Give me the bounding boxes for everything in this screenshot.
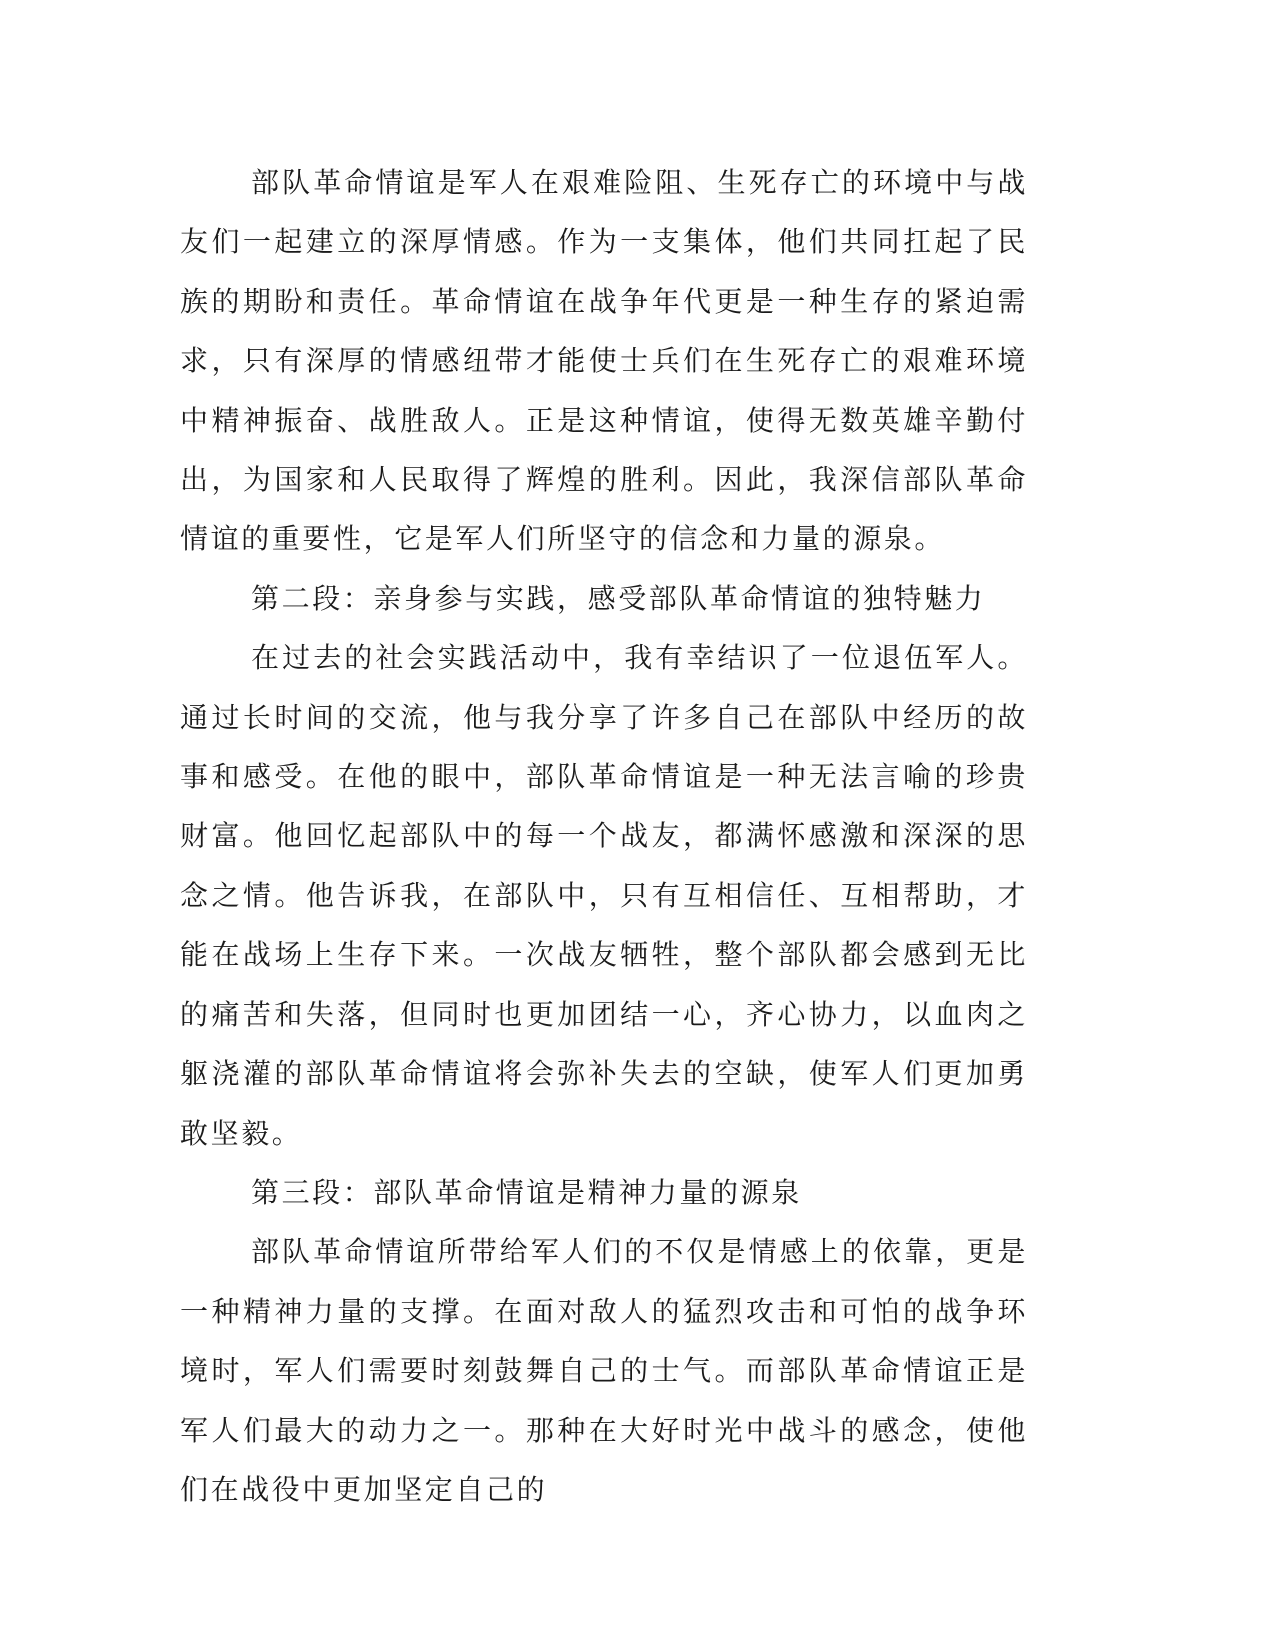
body-paragraph: 部队革命情谊所带给军人们的不仅是情感上的依靠，更是一种精神力量的支撑。在面对敌人的猛烈攻击和可怕的战争环境时，军人们需要时刻鼓舞自己的士气。而部队革命情谊正是军人们最大的动力之一。那种在大好时光中战斗的感念，使他们在战役中更加坚定自己的 — [180, 1235, 1028, 1506]
body-paragraph: 在过去的社会实践活动中，我有幸结识了一位退伍军人。通过长时间的交流，他与我分享了许多自己在部队中经历的故事和感受。在他的眼中，部队革命情谊是一种无法言喻的珍贵财富。他回忆起部队中的每一个战友，都满怀感激和深深的思念之情。他告诉我，在部队中，只有互相信任、互相帮助，才能在战场上生存下来。一次战友牺牲，整个部队都会感到无比的痛苦和失落，但同时也更加团结一心，齐心协力，以血肉之躯浇灌的部队革命情谊将会弥补失去的空缺，使军人们更加勇敢坚毅。 — [180, 641, 1028, 1150]
document-page — [180, 153, 1028, 1519]
section-heading: 第三段：部队革命情谊是精神力量的源泉 — [251, 1175, 802, 1209]
body-paragraph: 部队革命情谊是军人在艰难险阻、生死存亡的环境中与战友们一起建立的深厚情感。作为一支集体，他们共同扛起了民族的期盼和责任。革命情谊在战争年代更是一种生存的紧迫需求，只有深厚的情感纽带才能使士兵们在生死存亡的艰难环境中精神振奋、战胜敌人。正是这种情谊，使得无数英雄辛勤付出，为国家和人民取得了辉煌的胜利。因此，我深信部队革命情谊的重要性，它是军人们所坚守的信念和力量的源泉。 — [180, 166, 1028, 556]
section-heading: 第二段：亲身参与实践，感受部队革命情谊的独特魅力 — [251, 581, 986, 615]
